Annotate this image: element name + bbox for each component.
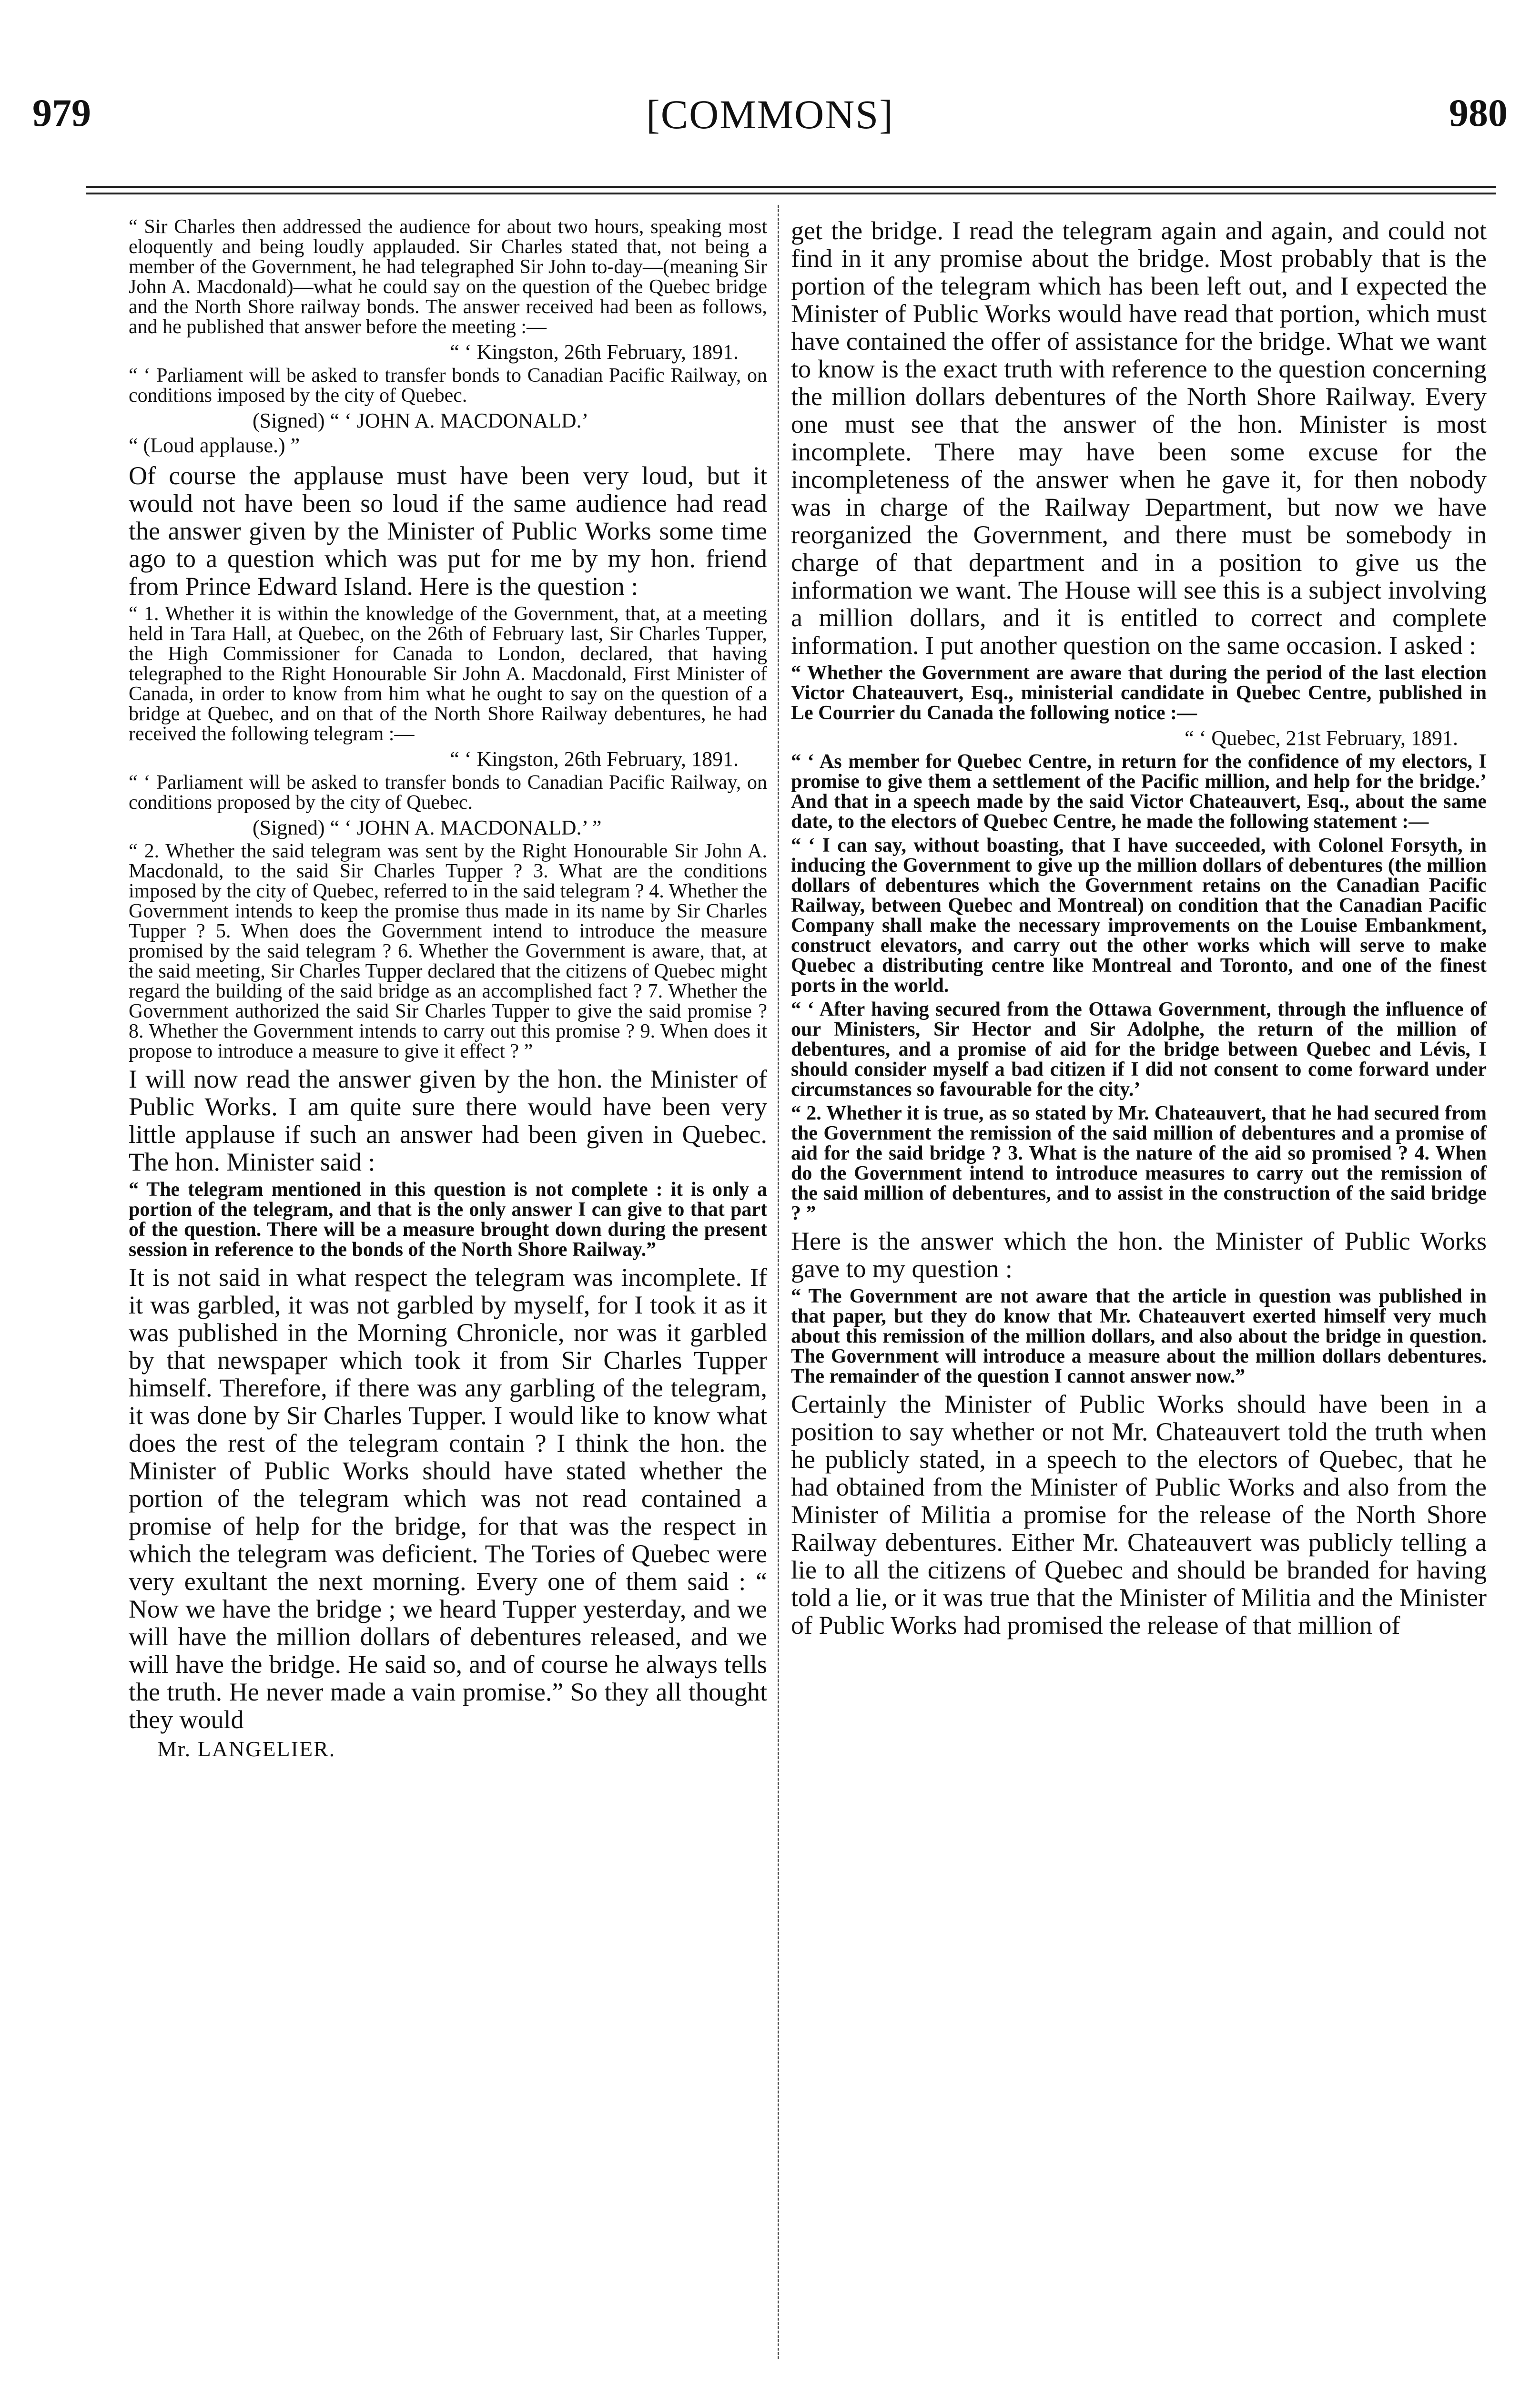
notice-dateline: “ ‘ Quebec, 21st February, 1891.: [1185, 726, 1458, 750]
question-list: “ 2. Whether it is true, as so stated by Mr. Chateauvert, that he had secured from the Government the remission of the said million of debentures and a promise of aid for the said bridge ? 3. What is the nature of the aid so promised ? 4. When do the Government intend to introduce measures to carry out the remission of the said million of debentures, and to assist in the construction of the said bridge ? ”: [791, 1102, 1487, 1224]
column-divider: [778, 205, 779, 2359]
paragraph: Certainly the Minister of Public Works should have been in a position to say whether or not Mr. Chateauvert told the truth when he publicly stated, in a speech to the electors of Quebec, that he had obtained from the Minister of Public Works and also from the Minister of Militia a promise for the release of the North Shore Railway debentures. Either Mr. Chateauvert was publicly telling a lie to all the citizens of Quebec and should be branded for having told a lie, or it was true that the Minister of Militia and the Minister of Public Works had promised the release of that million of: [791, 1390, 1487, 1640]
header-rule-bottom: [86, 193, 1496, 194]
minister-answer: “ The telegram mentioned in this question is not complete : it is only a portion of the telegram, and that is the only answer I can give to that part of the question. There will be a measure brought down during the present session in reference to the bonds of the North Shore Railway.”: [129, 1179, 767, 1261]
paragraph: It is not said in what respect the telegram was incomplete. If it was garbled, it was not garbled by myself, for I took it as it was published in the Morning Chronicle, nor was it garbled by that newspaper which took it from Sir Charles Tupper himself. Therefore, if there was any garbling of the telegram, it was done by Sir Charles Tupper. I would like to know what does the rest of the telegram contain ? I think the hon. the Minister of Public Works should have stated whether the portion of the telegram which was not read contained a promise of help for the bridge, for that was the respect in which the telegram was deficient. The Tories of Quebec were very exultant the next morning. Every one of them said : “ Now we have the bridge ; we heard Tupper yesterday, and we will have the million dollars of debentures released, and we will have the bridge. He said so, and of course he always tells the truth. He never made a vain promise.” So they all thought they would: [129, 1263, 767, 1734]
paragraph: get the bridge. I read the telegram again and again, and could not find in it any promise about the bridge. Most probably that is the portion of the telegram which has been left out, and I expected the Minister of Public Works would have read that portion, which must have contained the offer of assistance for the bridge. What we want to know is the exact truth with reference to the question concerning the million dollars debentures of the North Shore Railway. Every one must see that the answer of the hon. Minister is most incomplete. There may have been some excuse for the incompleteness of the answer when he gave it, for then nobody was in charge of the Railway Department, but now we have reorganized the Government, and there must be somebody in charge of that department and in a position to give us the information we want. The House will see this is a subject involving a million dollars, and it is entitled to correct and complete information. I put another question on the same occasion. I asked :: [791, 216, 1487, 660]
paragraph: I will now read the answer given by the hon. the Minister of Public Works. I am quite sure there would have been very little applause if such an answer had been given in Quebec. The hon. Minister said :: [129, 1065, 767, 1176]
telegram-signature: (Signed) “ ‘ JOHN A. MACDONALD.’ ”: [253, 816, 602, 839]
minister-answer: “ The Government are not aware that the article in question was published in that paper, but they do know that Mr. Chateauvert exerted himself very much about this remission of the million dollars, and also about the bridge in question. The Government will introduce a measure about the million dollars debentures. The remainder of the question I cannot answer now.”: [791, 1285, 1487, 1387]
telegram-dateline: “ ‘ Kingston, 26th February, 1891.: [450, 747, 739, 771]
left-column: [129, 217, 767, 2357]
applause-note: “ (Loud applause.) ”: [129, 434, 300, 457]
question-list: “ 2. Whether the said telegram was sent by the Right Honourable Sir John A. Macdonald, to the said Sir Charles Tupper ? 3. What are the conditions imposed by the city of Quebec, referred to in the said telegram ? 4. Whether the Government intends to keep the promise thus made in its name by Sir Charles Tupper ? 5. When does the Government intend to introduce the measure promised by the said telegram ? 6. Whether the Government is aware, that, at the said meeting, Sir Charles Tupper declared that the citizens of Quebec might regard the building of the said bridge as an accomplished fact ? 7. Whether the Government authorized the said Sir Charles Tupper to give the said promise ? 8. Whether the Government intends to carry out this promise ? 9. When does it propose to introduce a measure to give it effect ? ”: [129, 840, 767, 1062]
page-title: [COMMONS]: [646, 92, 894, 137]
page-header: [0, 0, 1540, 172]
question-text: “ Whether the Government are aware that during the period of the last election Victor Chateauvert, Esq., ministerial candidate in Quebec Centre, published in Le Courrier du Canada the following notice :—: [791, 662, 1487, 724]
telegram-text: “ ‘ Parliament will be asked to transfer bonds to Canadian Pacific Railway, on conditions proposed by the city of Quebec.: [129, 772, 767, 814]
paragraph: Here is the answer which the hon. the Minister of Public Works gave to my question :: [791, 1227, 1487, 1283]
telegram-dateline: “ ‘ Kingston, 26th February, 1891.: [450, 340, 739, 364]
telegram-signature: (Signed) “ ‘ JOHN A. MACDONALD.’: [253, 409, 589, 432]
notice-text: “ ‘ As member for Quebec Centre, in return for the confidence of my electors, I promise to give them a settlement of the Pacific million, and help for the bridge.’ And that in a speech made by the said Victor Chateauvert, Esq., about the same date, to the electors of Quebec Centre, he made the following statement :—: [791, 751, 1487, 833]
quoted-report: “ Sir Charles then addressed the audience for about two hours, speaking most eloquently and being loudly applauded. Sir Charles stated that, not being a member of the Government, he had telegraphed Sir John to-day—(meaning Sir John A. Macdonald)—what he could say on the question of the Quebec bridge and the North Shore railway bonds. The answer received had been as follows, and he published that answer before the meeting :—: [129, 216, 767, 338]
header-rule-top: [86, 186, 1496, 188]
statement-text: “ ‘ I can say, without boasting, that I have succeeded, with Colonel Forsyth, in inducing the Government to give up the million dollars of debentures (the million dollars of debentures which the Government retains on the Canadian Pacific Railway, between Quebec and Montreal) on condition that the Canadian Pacific Company shall make the necessary improvements on the Louise Embankment, construct elevators, and carry out the other works which will serve to make Quebec a distributing centre like Montreal and Toronto, and one of the finest ports in the world.: [791, 835, 1487, 997]
page-number-left: 979: [32, 91, 91, 134]
page-number-right: 980: [1449, 91, 1508, 134]
telegram-text: “ ‘ Parliament will be asked to transfer bonds to Canadian Pacific Railway, on conditions imposed by the city of Quebec.: [129, 365, 767, 407]
speaker-name: Mr. LANGELIER.: [157, 1737, 336, 1761]
question-text: “ 1. Whether it is within the knowledge of the Government, that, at a meeting held in Tara Hall, at Quebec, on the 26th of February last, Sir Charles Tupper, the High Commissioner for Canada to London, declared, that having telegraphed to the Right Honourable Sir John A. Macdonald, First Minister of Canada, in order to know from him what he ought to say on the question of a bridge at Quebec, and on that of the North Shore Railway debentures, he had received the following telegram :—: [129, 603, 767, 745]
right-column: [791, 217, 1487, 2357]
paragraph: Of course the applause must have been very loud, but it would not have been so loud if the same audience had read the answer given by the Minister of Public Works some time ago to a question which was put for me by my hon. friend from Prince Edward Island. Here is the question :: [129, 461, 767, 601]
statement-text: “ ‘ After having secured from the Ottawa Government, through the influence of our Ministers, Sir Hector and Sir Adolphe, the return of the million of debentures, and a promise of aid for the bridge between Quebec and Lévis, I should consider myself a bad citizen if I did not consent to come forward under circumstances so favourable for the city.’: [791, 998, 1487, 1100]
